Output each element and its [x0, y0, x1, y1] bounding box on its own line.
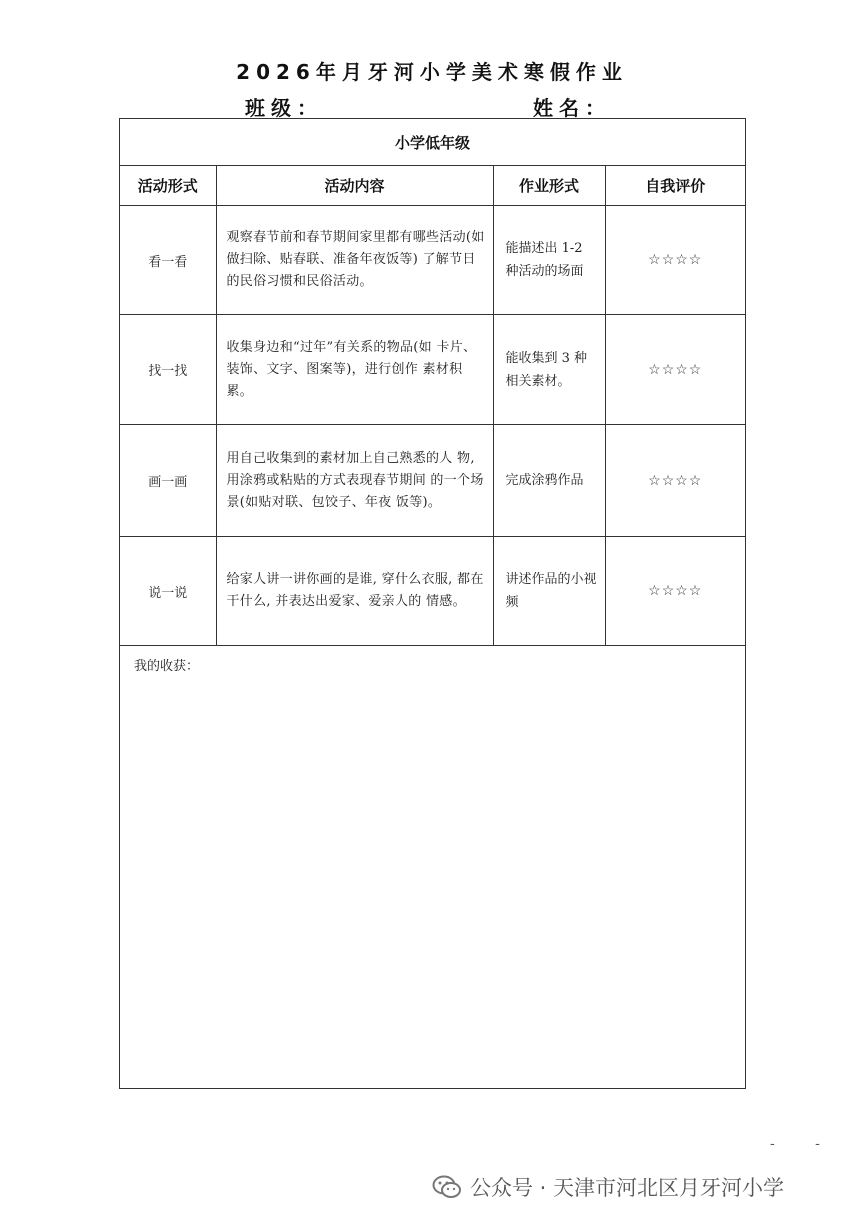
self-rating-stars[interactable]: ☆☆☆☆: [605, 206, 745, 315]
name-label: 姓名：: [533, 96, 611, 120]
class-label: 班级：: [245, 96, 323, 120]
page-mark: - -: [770, 1136, 838, 1152]
homework-format: 讲述作品的小视频: [493, 537, 605, 646]
column-header: 活动内容: [216, 166, 493, 206]
column-header: 作业形式: [493, 166, 605, 206]
homework-format: 能描述出 1-2 种活动的场面: [493, 206, 605, 315]
table-row: [120, 537, 745, 646]
activity-content: 给家人讲一讲你画的是谁, 穿什么衣服, 都在干什么, 并表达出爱家、爱亲人的 情感。: [216, 537, 493, 646]
activity-content: 用自己收集到的素材加上自己熟悉的人 物, 用涂鸦或粘贴的方式表现春节期间 的一个场景(如贴对联、包饺子、年夜 饭等)。: [216, 425, 493, 537]
page-title: 2026年月牙河小学美术寒假作业: [236, 60, 628, 84]
watermark: [432, 1172, 784, 1202]
activity-content: 观察春节前和春节期间家里都有哪些活动(如做扫除、贴春联、准备年夜饭等) 了解节日的民俗习惯和民俗活动。: [216, 206, 493, 315]
column-header: 活动形式: [120, 166, 216, 206]
homework-format: 完成涂鸦作品: [493, 425, 605, 537]
homework-sheet: [119, 118, 746, 1089]
self-rating-stars[interactable]: ☆☆☆☆: [605, 537, 745, 646]
grade-header: 小学低年级: [120, 119, 745, 166]
table-row: [120, 206, 745, 315]
activity-form: 说一说: [120, 537, 216, 646]
table-row: [120, 425, 745, 537]
wechat-icon: [432, 1174, 462, 1200]
column-header: 自我评价: [605, 166, 745, 206]
table-row: [120, 315, 745, 425]
activity-form: 找一找: [120, 315, 216, 425]
watermark-text: 公众号 · 天津市河北区月牙河小学: [470, 1176, 785, 1200]
activity-table: [120, 119, 745, 646]
self-rating-stars[interactable]: ☆☆☆☆: [605, 425, 745, 537]
harvest-label: 我的收获：: [134, 659, 200, 674]
activity-form: 画一画: [120, 425, 216, 537]
activity-content: 收集身边和“过年”有关系的物品(如 卡片、装饰、文字、图案等)，进行创作 素材积累。: [216, 315, 493, 425]
activity-form: 看一看: [120, 206, 216, 315]
homework-format: 能收集到 3 种相关素材。: [493, 315, 605, 425]
self-rating-stars[interactable]: ☆☆☆☆: [605, 315, 745, 425]
